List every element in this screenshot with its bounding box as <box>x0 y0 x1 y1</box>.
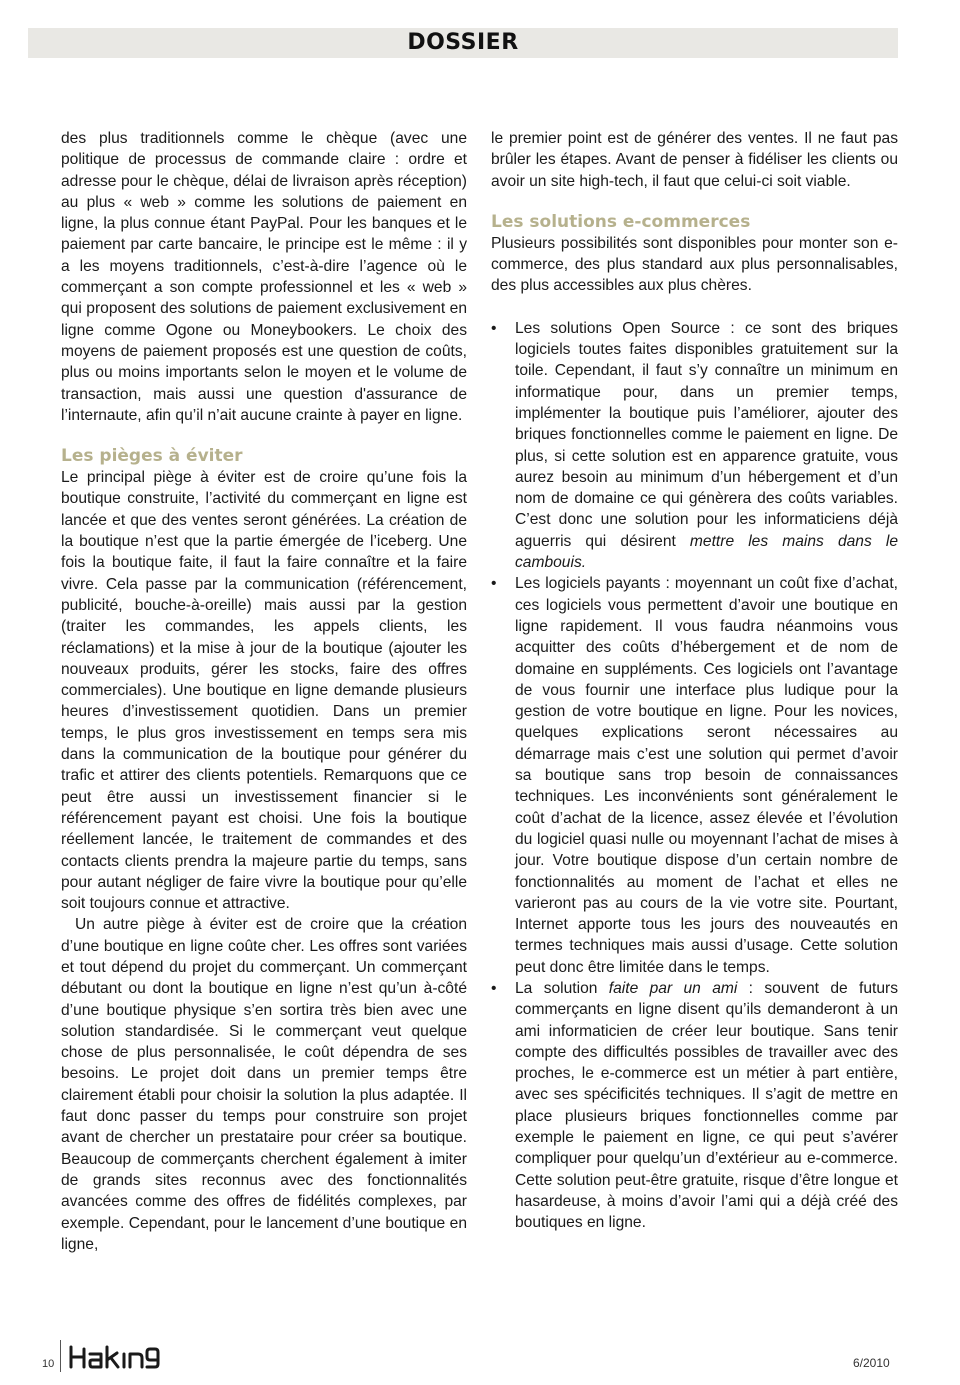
section-title: DOSSIER <box>407 30 519 55</box>
hakin9-logo <box>68 1344 200 1375</box>
section-heading-pitfalls: Les pièges à éviter <box>61 446 243 467</box>
footer-divider <box>60 1340 61 1372</box>
paragraph: des plus traditionnels comme le chèque (avec une politique de processus de commande claire : ordre et adresse pour le chèque, délai de livraison après réception) au plus « web » comme les solutions de paiement en ligne, la plus connue étant PayPal. Pour les banques et le paiement par carte bancaire, le principe est le même : il y a les moyens traditionnels, c’est-à-dire l’agence où le commerçant a son compte professionnel et les « web » qui proposent des solutions de paiement exclusivement en ligne comme Ogone ou Moneybookers. Le choix des moyens de paiement proposés est une question de coûts, plus ou moins importants selon le moyen et le volume de transaction, mais aussi une question d'assurance de l’internaute, afin qu’il n’ait aucune crainte à payer en ligne. <box>61 130 467 424</box>
page-number: 10 <box>42 1358 55 1370</box>
list-item: • Les logiciels payants : moyennant un coût fixe d’achat, ces logiciels vous permettent d’avoir une boutique en ligne rapidement. Il vous faudra néanmoins vous acquitter des coûts d’hébergement et de nom de domaine en suppléments. Ces logiciels ont l’avantage de vous fournir une interface plus ludique pour la gestion de votre boutique en ligne. Pour les novices, quelques explications seront nécessaires au démarrage mais c’est une solution qui permet d’avoir sa boutique sans trop besoin de connaissances techniques. Les inconvénients sont généralement le coût d’achat de la licence, assez élevée et l’évolution du logiciel quasi nulle ou moyennant l’achat de mises à jour. Votre boutique dispose d’un certain nombre de fonctionnalités au moment de l’achat et elles ne varieront pas au cours de la vie votre site. Pourtant, Internet apporte tous les jours des nouveautés en termes techniques mais aussi d’usage. Cette solution peut donc être limitée dans le temps. <box>491 575 898 976</box>
paragraph: Plusieurs possibilités sont disponibles pour monter son e-commerce, des plus standard aux plus personnalisables, des plus accessibles aux plus chères. <box>491 234 898 295</box>
section-heading-solutions: Les solutions e-commerces <box>491 211 751 232</box>
solutions-list <box>491 318 898 1234</box>
header-bar <box>28 28 898 58</box>
list-item: • Les solutions Open Source : ce sont des briques logiciels toutes faites disponibles gratuitement sur la toile. Cependant, il faut s’y connaître un minimum en informatique pour, dans un premier temps, implémenter la boutique puis l’améliorer, ajouter des briques fonctionnelles comme le paiement en ligne. De plus, si cette solution est en apparence gratuite, vous aurez besoin au minimum d’un hébergement et d’un nom de domaine ce qui génèrera des coûts variables. C’est donc une solution pour les informaticiens déjà aguerris qui désirent mettre les mains dans le cambouis. <box>491 319 898 572</box>
bullet-icon: • <box>491 979 497 997</box>
bullet-icon: • <box>491 575 497 593</box>
right-column <box>491 128 898 1234</box>
list-item: • La solution faite par un ami : souvent de futurs commerçants en ligne disent qu’ils demanderont à un ami informaticien de créer leur boutique. Sans tenir compte des difficultés possibles de travailler avec des proches, le e-commerce est un métier à part entière, avec ses spécificités techniques. Il s’agit de mettre en place plusieurs briques fonctionnelles comme par exemple le paiement en ligne, ce qui peut s’avérer compliquer pour quelqu’un d’extérieur au e-commerce. Cette solution peut-être gratuite, risque d’être longue et hasardeuse, à moins d’avoir l’ami qui a déjà créé des boutiques en ligne. <box>491 979 899 1232</box>
issue-date: 6/2010 <box>853 1356 890 1370</box>
paragraph: le premier point est de générer des ventes. Il ne faut pas brûler les étapes. Avant de penser à fidéliser les clients ou avoir un site high-tech, il faut que celui-ci soit viable. <box>491 130 898 190</box>
paragraph: Un autre piège à éviter est de croire que la création d’une boutique en ligne coûte cher. Les offres sont variées et tout dépend du projet du commerçant. Un commerçant débutant ou dont la boutique en ligne n’est qu’un à-côté d’une boutique physique s’en sortira très bien avec une solution standardisée. Si le commerçant veut quelque chose de plus personnalisée, le coût dépendra de ses besoins. Le projet doit dans un premier temps être clairement établi pour choisir la solution la plus adaptée. Il faut donc passer du temps pour construire son projet avant de chercher un prestataire pour créer sa boutique. Beaucoup de commerçants cherchent également à imiter de grands sites reconnus avec des fonctionnalités avancées comme des offres de fidélités complexes, par exemple. Cependant, pour le lancement d’une boutique en ligne, <box>61 916 467 1253</box>
paragraph: Le principal piège à éviter est de croire qu’une fois la boutique construite, l’activité du commerçant en ligne est lancée et que des ventes seront générées. La création de la boutique n’est que la partie émergée de l’iceberg. Une fois la boutique faite, il faut la faire connaître et la faire vivre. Cela passe par la communication (référencement, publicité, bouche-à-oreille) mais aussi par la gestion (traiter les commandes, les appels clients, les réclamations) et la mise à jour de la boutique (ajouter les nouveaux produits, gérer les stocks, faire des offres commerciales). Une boutique en ligne demande plusieurs heures d’investissement quotidien. Dans un premier temps, le plus gros investissement en temps sera mis dans la communication de la boutique pour générer du trafic et attirer des clients potentiels. Remarquons que ce peut être aussi un investissement financier si le référencement payant est choisi. Une fois la boutique réellement lancée, le traitement de commandes et des contacts clients prendra la majeure partie du temps, sans pour autant négliger de faire vivre la boutique pour qu’elle soit toujours connue et attractive. <box>61 469 467 913</box>
left-column <box>61 128 467 1255</box>
bullet-icon: • <box>491 319 497 337</box>
